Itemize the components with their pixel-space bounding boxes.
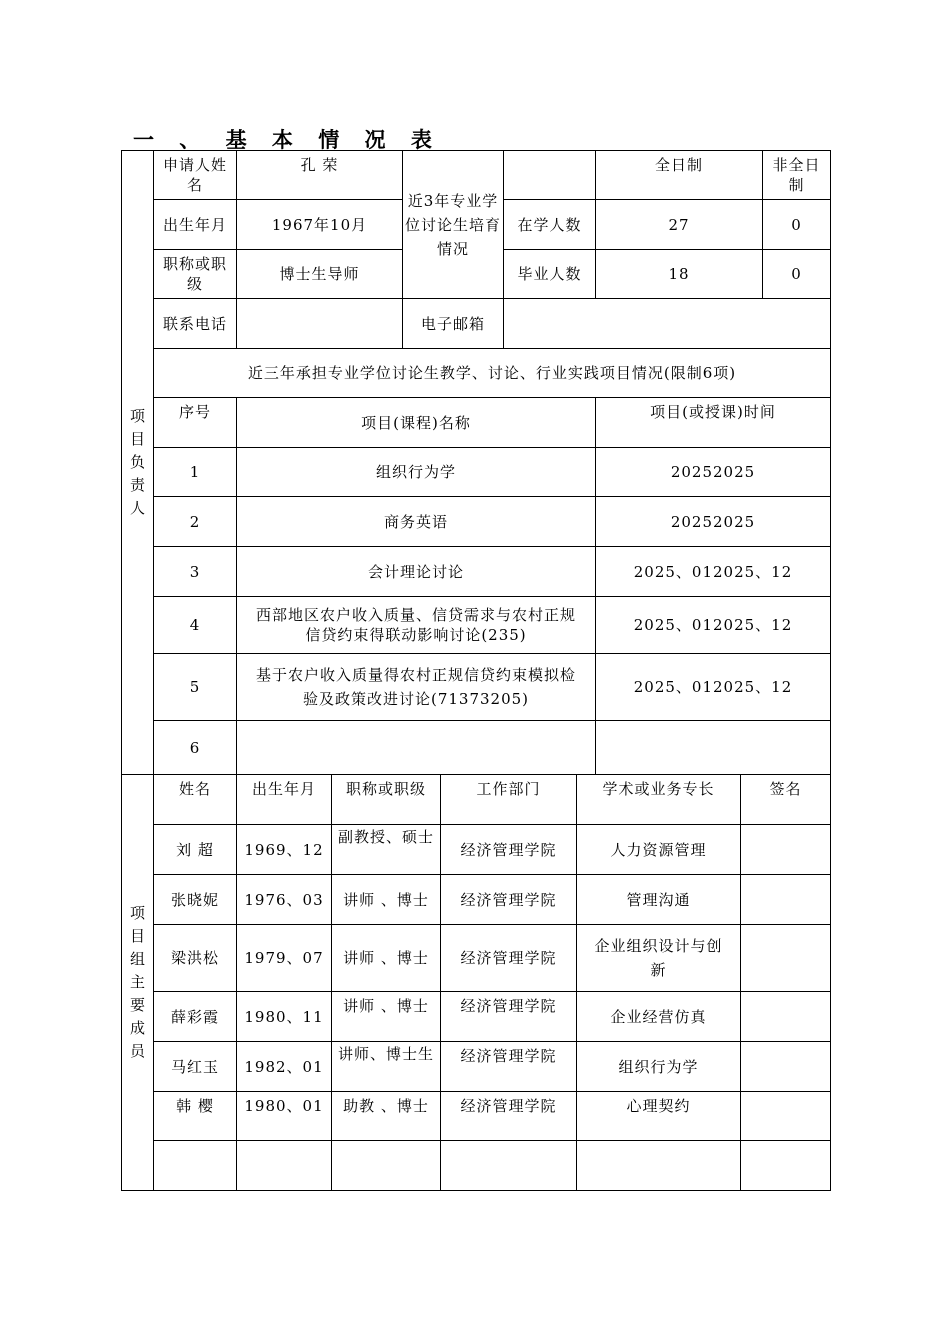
project-time: 2025、012025、12 bbox=[596, 547, 831, 597]
leader-table bbox=[121, 150, 831, 775]
members-table bbox=[121, 774, 831, 1191]
member-dept: 经济管理学院 bbox=[441, 925, 577, 992]
training-label: 近3年专业学位讨论生培育情况 bbox=[403, 151, 504, 299]
project-name: 会计理论讨论 bbox=[237, 547, 596, 597]
member-title: 讲师、博士生 bbox=[332, 1042, 441, 1092]
phone-label: 联系电话 bbox=[154, 299, 237, 349]
member-dept bbox=[441, 1141, 577, 1191]
projects-heading: 近三年承担专业学位讨论生教学、讨论、行业实践项目情况(限制6项) bbox=[154, 349, 831, 398]
project-time: 2025、012025、12 bbox=[596, 654, 831, 721]
page-title: 一 、 基 本 情 况 表 bbox=[133, 128, 441, 152]
birth-value: 1967年10月 bbox=[237, 200, 403, 250]
member-sign bbox=[741, 1042, 831, 1092]
project-time: 20252025 bbox=[596, 448, 831, 497]
members-section-label: 项目组主要成员 bbox=[122, 775, 154, 1191]
project-no: 3 bbox=[154, 547, 237, 597]
email-value bbox=[504, 299, 831, 349]
member-specialty: 企业经营仿真 bbox=[577, 992, 741, 1042]
col-no-header: 序号 bbox=[154, 398, 237, 448]
member-sign bbox=[741, 1092, 831, 1141]
training-corner bbox=[504, 151, 596, 200]
member-name: 梁洪松 bbox=[154, 925, 237, 992]
enrolled-parttime: 0 bbox=[763, 200, 831, 250]
member-sign bbox=[741, 1141, 831, 1191]
name-value: 孔 荣 bbox=[237, 151, 403, 200]
header-dept: 工作部门 bbox=[441, 775, 577, 825]
member-dept: 经济管理学院 bbox=[441, 1092, 577, 1141]
member-sign bbox=[741, 992, 831, 1042]
project-time: 20252025 bbox=[596, 497, 831, 547]
member-name: 韩 樱 bbox=[154, 1092, 237, 1141]
member-title bbox=[332, 1141, 441, 1191]
title-value: 博士生导师 bbox=[237, 250, 403, 299]
member-title: 讲师 、博士 bbox=[332, 992, 441, 1042]
member-specialty: 人力资源管理 bbox=[577, 825, 741, 875]
member-name bbox=[154, 1141, 237, 1191]
enrolled-label: 在学人数 bbox=[504, 200, 596, 250]
project-name: 商务英语 bbox=[237, 497, 596, 547]
project-name bbox=[237, 721, 596, 775]
header-specialty: 学术或业务专长 bbox=[577, 775, 741, 825]
member-title: 讲师 、博士 bbox=[332, 925, 441, 992]
parttime-label: 非全日制 bbox=[763, 151, 831, 200]
project-no: 2 bbox=[154, 497, 237, 547]
member-dept: 经济管理学院 bbox=[441, 992, 577, 1042]
title-label: 职称或职级 bbox=[154, 250, 237, 299]
member-name: 薛彩霞 bbox=[154, 992, 237, 1042]
phone-value bbox=[237, 299, 403, 349]
member-birth: 1980、01 bbox=[237, 1092, 332, 1141]
member-title: 助教 、博士 bbox=[332, 1092, 441, 1141]
member-name: 张晓妮 bbox=[154, 875, 237, 925]
member-name: 马红玉 bbox=[154, 1042, 237, 1092]
project-name: 西部地区农户收入质量、信贷需求与农村正规信贷约束得联动影响讨论(235) bbox=[237, 597, 596, 654]
col-time-header: 项目(或授课)时间 bbox=[596, 398, 831, 448]
member-specialty: 组织行为学 bbox=[577, 1042, 741, 1092]
email-label: 电子邮箱 bbox=[403, 299, 504, 349]
project-time: 2025、012025、12 bbox=[596, 597, 831, 654]
member-sign bbox=[741, 825, 831, 875]
project-no: 4 bbox=[154, 597, 237, 654]
header-sign: 签名 bbox=[741, 775, 831, 825]
member-specialty: 心理契约 bbox=[577, 1092, 741, 1141]
header-birth: 出生年月 bbox=[237, 775, 332, 825]
graduated-fulltime: 18 bbox=[596, 250, 763, 299]
member-birth: 1976、03 bbox=[237, 875, 332, 925]
member-specialty bbox=[577, 1141, 741, 1191]
member-birth: 1980、11 bbox=[237, 992, 332, 1042]
enrolled-fulltime: 27 bbox=[596, 200, 763, 250]
fulltime-label: 全日制 bbox=[596, 151, 763, 200]
member-dept: 经济管理学院 bbox=[441, 875, 577, 925]
member-name: 刘 超 bbox=[154, 825, 237, 875]
header-title: 职称或职级 bbox=[332, 775, 441, 825]
member-specialty: 企业组织设计与创新 bbox=[577, 925, 741, 992]
project-name: 组织行为学 bbox=[237, 448, 596, 497]
member-sign bbox=[741, 925, 831, 992]
member-sign bbox=[741, 875, 831, 925]
leader-section-label: 项目负责人 bbox=[122, 151, 154, 775]
name-label: 申请人姓名 bbox=[154, 151, 237, 200]
header-name: 姓名 bbox=[154, 775, 237, 825]
member-birth: 1982、01 bbox=[237, 1042, 332, 1092]
project-name: 基于农户收入质量得农村正规信贷约束模拟检验及政策改进讨论(71373205) bbox=[237, 654, 596, 721]
graduated-label: 毕业人数 bbox=[504, 250, 596, 299]
member-specialty: 管理沟通 bbox=[577, 875, 741, 925]
project-no: 6 bbox=[154, 721, 237, 775]
member-dept: 经济管理学院 bbox=[441, 1042, 577, 1092]
member-birth bbox=[237, 1141, 332, 1191]
member-dept: 经济管理学院 bbox=[441, 825, 577, 875]
member-birth: 1979、07 bbox=[237, 925, 332, 992]
member-title: 副教授、硕士 bbox=[332, 825, 441, 875]
project-time bbox=[596, 721, 831, 775]
member-title: 讲师 、博士 bbox=[332, 875, 441, 925]
member-birth: 1969、12 bbox=[237, 825, 332, 875]
project-no: 5 bbox=[154, 654, 237, 721]
project-no: 1 bbox=[154, 448, 237, 497]
birth-label: 出生年月 bbox=[154, 200, 237, 250]
col-name-header: 项目(课程)名称 bbox=[237, 398, 596, 448]
graduated-parttime: 0 bbox=[763, 250, 831, 299]
